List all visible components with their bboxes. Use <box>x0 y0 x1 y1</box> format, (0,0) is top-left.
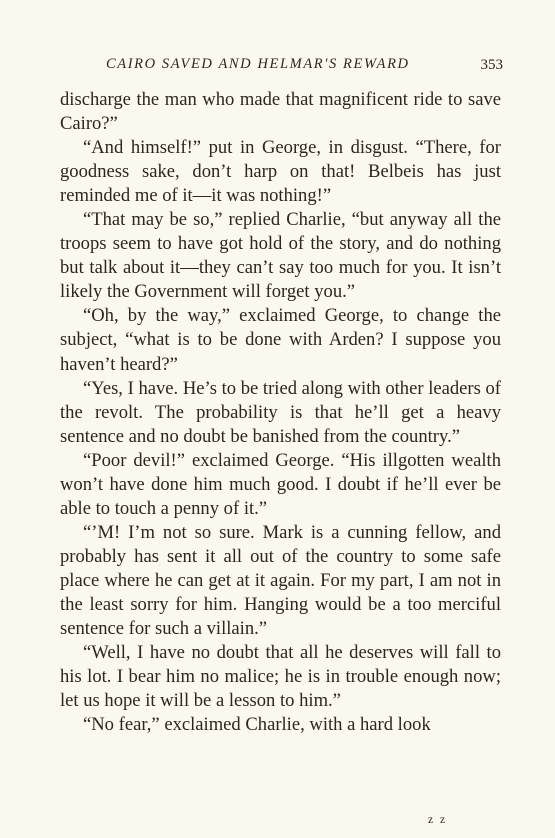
running-head <box>60 56 505 78</box>
body-text <box>60 88 501 737</box>
page-number: 353 <box>480 57 503 73</box>
running-title: CAIRO SAVED AND HELMAR'S REWARD <box>106 56 410 72</box>
paragraph: “Oh, by the way,” exclaimed George, to change the subject, “what is to be done with Arden? I suppose you haven’t heard?” <box>60 305 501 375</box>
signature-mark: z z <box>428 814 448 826</box>
paragraph: “And himself!” put in George, in disgust. “There, for goodness sake, don’t harp on that! Belbeis has just reminded me of it—it was nothing!” <box>60 137 501 207</box>
paragraph: “Yes, I have. He’s to be tried along with other leaders of the revolt. The probability is that he’ll get a heavy sentence and no doubt be banished from the country.” <box>60 377 501 447</box>
paragraph: “’M! I’m not so sure. Mark is a cunning fellow, and probably has sent it all out of the country to some safe place where he can get at it again. For my part, I am not in the least sorry for him. Hanging would be a too merciful sentence for such a villain.” <box>60 521 501 640</box>
paragraph-continues: “No fear,” exclaimed Charlie, with a hard look <box>83 714 431 736</box>
paragraph: “Well, I have no doubt that all he deserves will fall to his lot. I bear him no malice; he is in trouble enough now; let us hope it will be a lesson to him.” <box>60 642 501 712</box>
paragraph: “Poor devil!” exclaimed George. “His illgotten wealth won’t have done him much good. I doubt if he’ll ever be able to touch a penny of it.” <box>60 449 501 519</box>
paragraph: “That may be so,” replied Charlie, “but anyway all the troops seem to have got hold of the story, and do nothing but talk about it—they can’t say too much for you. It isn’t likely the Government will forget you.” <box>60 209 501 303</box>
paragraph-continued: discharge the man who made that magnificent ride to save Cairo?” <box>60 89 501 135</box>
